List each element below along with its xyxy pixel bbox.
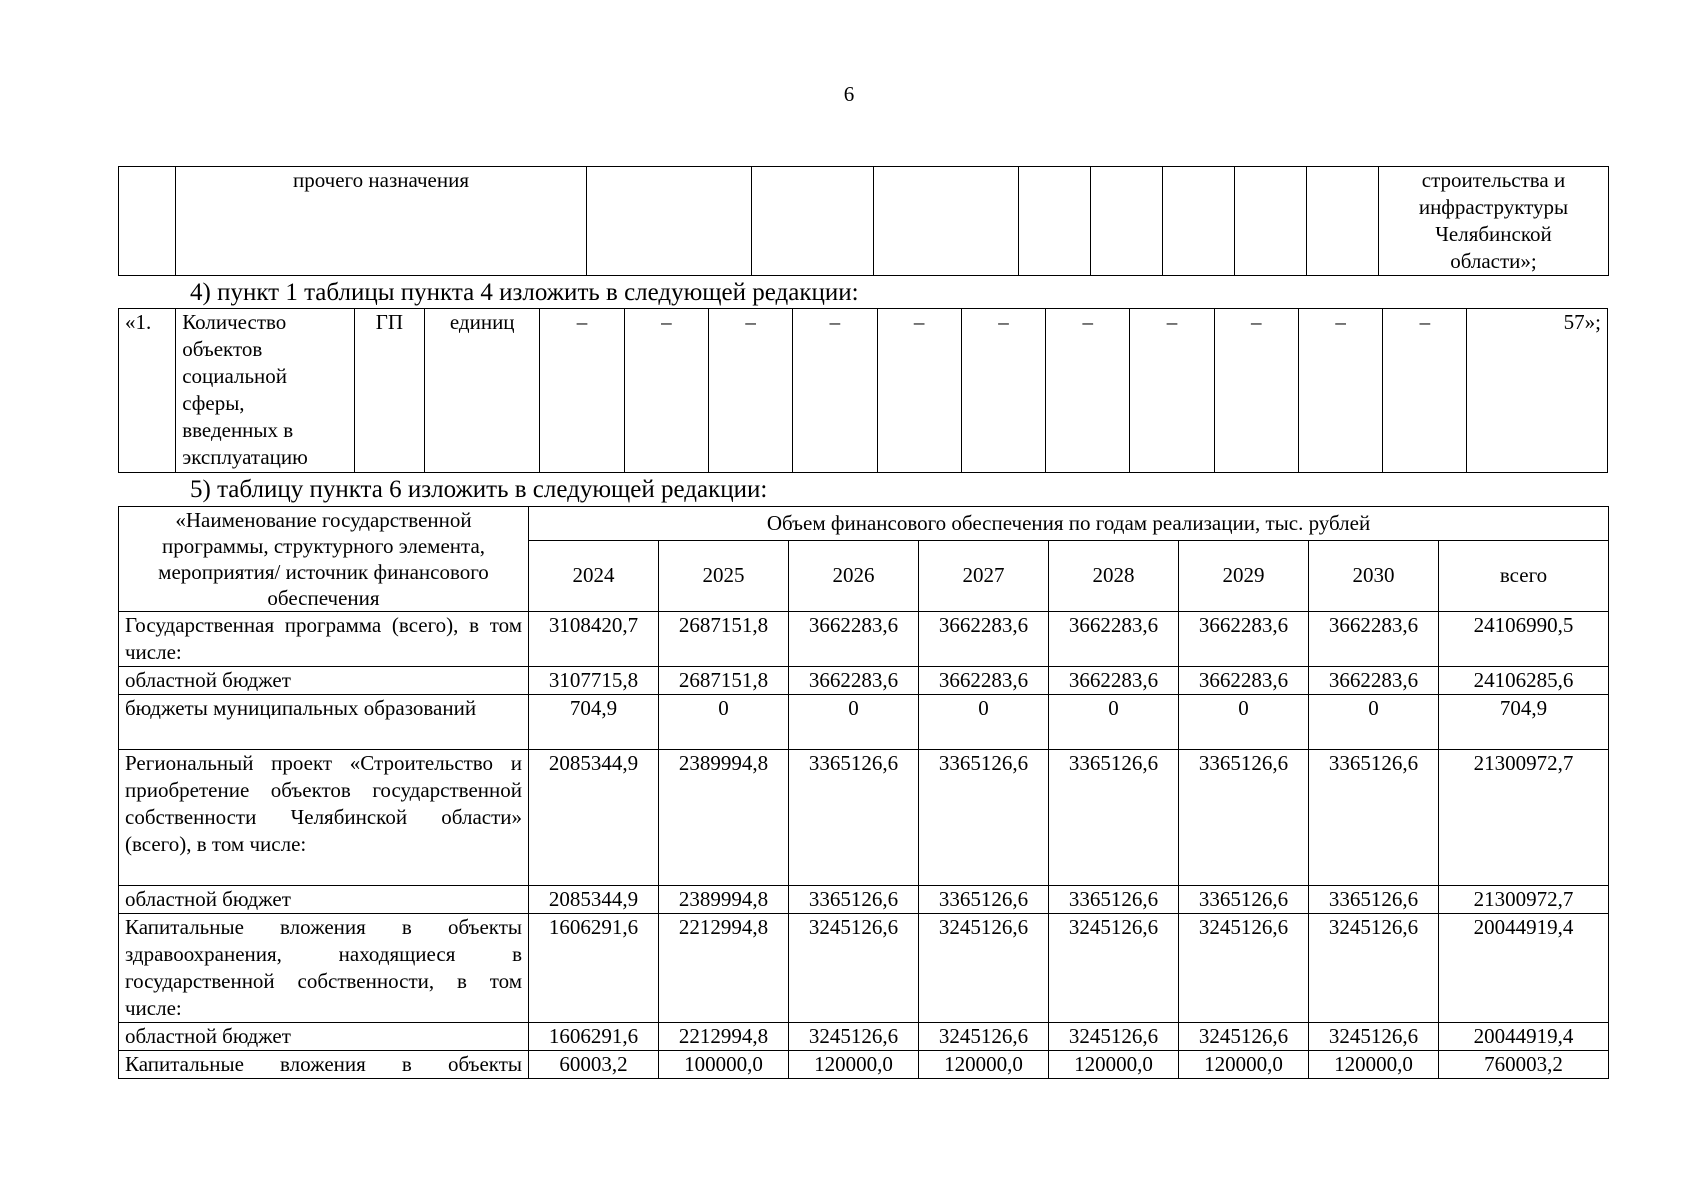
year-value-cell: 120000,0 xyxy=(789,1051,919,1079)
instruction-heading-5: 5) таблицу пункта 6 изложить в следующей редакции: xyxy=(190,476,768,503)
indicator-name-line: сферы, xyxy=(182,391,245,415)
year-value-cell: 0 xyxy=(1309,695,1439,750)
year-value-cell: 2212994,8 xyxy=(659,914,789,1023)
dash-cell: – xyxy=(877,309,961,473)
dash-cell: – xyxy=(1298,309,1382,473)
indicator-name-line: социальной xyxy=(182,364,288,388)
year-value-cell: 3245126,6 xyxy=(919,1023,1049,1051)
total-value-cell: 704,9 xyxy=(1439,695,1609,750)
year-value-cell: 3365126,6 xyxy=(1179,886,1309,914)
header-name-cell: «Наименование государственной программы, структурного элемента, мероприятия/ источник финансового обеспечения xyxy=(119,507,529,612)
total-value-cell: 20044919,4 xyxy=(1439,1023,1609,1051)
year-value-cell: 3245126,6 xyxy=(1179,914,1309,1023)
year-value-cell: 3662283,6 xyxy=(789,612,919,667)
year-value-cell: 120000,0 xyxy=(1179,1051,1309,1079)
year-header: 2029 xyxy=(1179,540,1309,611)
table-row xyxy=(119,667,1609,695)
year-value-cell: 2687151,8 xyxy=(659,667,789,695)
total-value-cell: 24106285,6 xyxy=(1439,667,1609,695)
responsible-line: Челябинской xyxy=(1435,222,1552,246)
dash-cell: – xyxy=(1383,309,1467,473)
table-row xyxy=(119,167,1609,276)
year-value-cell: 3365126,6 xyxy=(1049,886,1179,914)
dash-cell: – xyxy=(961,309,1045,473)
year-value-cell: 2085344,9 xyxy=(529,750,659,886)
table-cell xyxy=(1235,167,1307,276)
dash-cell: – xyxy=(1130,309,1214,473)
unit-cell: единиц xyxy=(425,309,540,473)
dash-cell: – xyxy=(708,309,792,473)
header-row xyxy=(119,507,1609,541)
table-cell xyxy=(1019,167,1091,276)
dash-cell: – xyxy=(540,309,624,473)
year-value-cell: 60003,2 xyxy=(529,1051,659,1079)
indicator-type-cell: ГП xyxy=(354,309,424,473)
total-header: всего xyxy=(1439,540,1609,611)
objective-name-cell: прочего назначения xyxy=(176,167,587,276)
dash-cell: – xyxy=(624,309,708,473)
year-header: 2030 xyxy=(1309,540,1439,611)
indicator-name-cell xyxy=(176,309,355,473)
indicator-name-line: объектов xyxy=(182,337,263,361)
year-value-cell: 3662283,6 xyxy=(1179,667,1309,695)
table-row xyxy=(119,1023,1609,1051)
responsible-line: области»; xyxy=(1450,249,1537,273)
year-value-cell: 3662283,6 xyxy=(1179,612,1309,667)
table-cell xyxy=(1307,167,1379,276)
financing-table xyxy=(118,506,1609,1079)
table-row xyxy=(119,1051,1609,1079)
page-number: 6 xyxy=(843,82,855,106)
year-value-cell: 3365126,6 xyxy=(1179,750,1309,886)
year-value-cell: 3662283,6 xyxy=(1049,612,1179,667)
year-value-cell: 3662283,6 xyxy=(1049,667,1179,695)
table-cell xyxy=(1091,167,1163,276)
year-value-cell: 3365126,6 xyxy=(919,750,1049,886)
year-value-cell: 3245126,6 xyxy=(919,914,1049,1023)
year-value-cell: 0 xyxy=(789,695,919,750)
year-value-cell: 3245126,6 xyxy=(789,914,919,1023)
indicator-name-line: введенных в xyxy=(182,418,294,442)
indicator-name-line: эксплуатацию xyxy=(182,445,308,469)
year-value-cell: 120000,0 xyxy=(919,1051,1049,1079)
header-volume-cell: Объем финансового обеспечения по годам реализации, тыс. рублей xyxy=(529,507,1609,541)
year-value-cell: 2389994,8 xyxy=(659,750,789,886)
indicator-table xyxy=(118,308,1608,473)
program-name-cell: бюджеты муниципальных образований xyxy=(119,695,529,750)
year-value-cell: 3365126,6 xyxy=(919,886,1049,914)
indicator-name-line: Количество xyxy=(182,310,287,334)
table-cell xyxy=(119,167,176,276)
final-value-cell: 57»; xyxy=(1467,309,1608,473)
year-value-cell: 3662283,6 xyxy=(789,667,919,695)
table-cell xyxy=(587,167,752,276)
year-value-cell: 0 xyxy=(659,695,789,750)
year-value-cell: 3245126,6 xyxy=(1309,914,1439,1023)
continuation-table xyxy=(118,166,1609,276)
program-name-cell: Региональный проект «Строительство и приобретение объектов государственной собственности Челябинской области» (всего), в том числе: xyxy=(119,750,529,886)
table-row xyxy=(119,750,1609,886)
year-value-cell: 3245126,6 xyxy=(1049,914,1179,1023)
program-name-cell: областной бюджет xyxy=(119,886,529,914)
year-value-cell: 3662283,6 xyxy=(1309,667,1439,695)
year-value-cell: 0 xyxy=(1049,695,1179,750)
year-value-cell: 3245126,6 xyxy=(1309,1023,1439,1051)
year-value-cell: 3662283,6 xyxy=(1309,612,1439,667)
responsible-line: инфраструктуры xyxy=(1418,195,1569,219)
total-value-cell: 21300972,7 xyxy=(1439,750,1609,886)
total-value-cell: 24106990,5 xyxy=(1439,612,1609,667)
total-value-cell: 21300972,7 xyxy=(1439,886,1609,914)
year-header: 2026 xyxy=(789,540,919,611)
table-cell xyxy=(1163,167,1235,276)
responsible-body-cell xyxy=(1379,167,1609,276)
dash-cell: – xyxy=(1046,309,1130,473)
total-value-cell: 20044919,4 xyxy=(1439,914,1609,1023)
year-value-cell: 3365126,6 xyxy=(1309,886,1439,914)
program-name-cell: Капитальные вложения в объекты xyxy=(119,1051,529,1079)
table-row xyxy=(119,612,1609,667)
program-name-cell: областной бюджет xyxy=(119,667,529,695)
year-value-cell: 2687151,8 xyxy=(659,612,789,667)
year-value-cell: 3662283,6 xyxy=(919,612,1049,667)
table-row xyxy=(119,886,1609,914)
table-cell xyxy=(874,167,1019,276)
year-value-cell: 0 xyxy=(919,695,1049,750)
table-row xyxy=(119,914,1609,1023)
year-value-cell: 3365126,6 xyxy=(789,750,919,886)
year-value-cell: 120000,0 xyxy=(1049,1051,1179,1079)
year-value-cell: 3365126,6 xyxy=(1309,750,1439,886)
responsible-line: строительства и xyxy=(1421,168,1566,192)
year-value-cell: 3108420,7 xyxy=(529,612,659,667)
year-value-cell: 3107715,8 xyxy=(529,667,659,695)
program-name-cell: областной бюджет xyxy=(119,1023,529,1051)
program-name-cell: Государственная программа (всего), в том числе: xyxy=(119,612,529,667)
dash-cell: – xyxy=(793,309,877,473)
year-value-cell: 704,9 xyxy=(529,695,659,750)
instruction-heading-4: 4) пункт 1 таблицы пункта 4 изложить в следующей редакции: xyxy=(190,279,859,306)
year-header: 2024 xyxy=(529,540,659,611)
year-header: 2027 xyxy=(919,540,1049,611)
row-number-cell: «1. xyxy=(119,309,176,473)
year-value-cell: 3245126,6 xyxy=(789,1023,919,1051)
year-value-cell: 3245126,6 xyxy=(1049,1023,1179,1051)
year-value-cell: 3365126,6 xyxy=(1049,750,1179,886)
year-value-cell: 120000,0 xyxy=(1309,1051,1439,1079)
year-value-cell: 2212994,8 xyxy=(659,1023,789,1051)
total-value-cell: 760003,2 xyxy=(1439,1051,1609,1079)
year-value-cell: 1606291,6 xyxy=(529,914,659,1023)
year-value-cell: 2085344,9 xyxy=(529,886,659,914)
dash-cell: – xyxy=(1214,309,1298,473)
program-name-cell: Капитальные вложения в объекты здравоохранения, находящиеся в государственной собственности, в том числе: xyxy=(119,914,529,1023)
table-row xyxy=(119,695,1609,750)
table-row xyxy=(119,309,1608,473)
year-value-cell: 100000,0 xyxy=(659,1051,789,1079)
year-value-cell: 2389994,8 xyxy=(659,886,789,914)
year-value-cell: 3245126,6 xyxy=(1179,1023,1309,1051)
year-value-cell: 3365126,6 xyxy=(789,886,919,914)
year-header: 2028 xyxy=(1049,540,1179,611)
year-value-cell: 0 xyxy=(1179,695,1309,750)
year-header: 2025 xyxy=(659,540,789,611)
year-value-cell: 1606291,6 xyxy=(529,1023,659,1051)
year-value-cell: 3662283,6 xyxy=(919,667,1049,695)
table-cell xyxy=(752,167,874,276)
